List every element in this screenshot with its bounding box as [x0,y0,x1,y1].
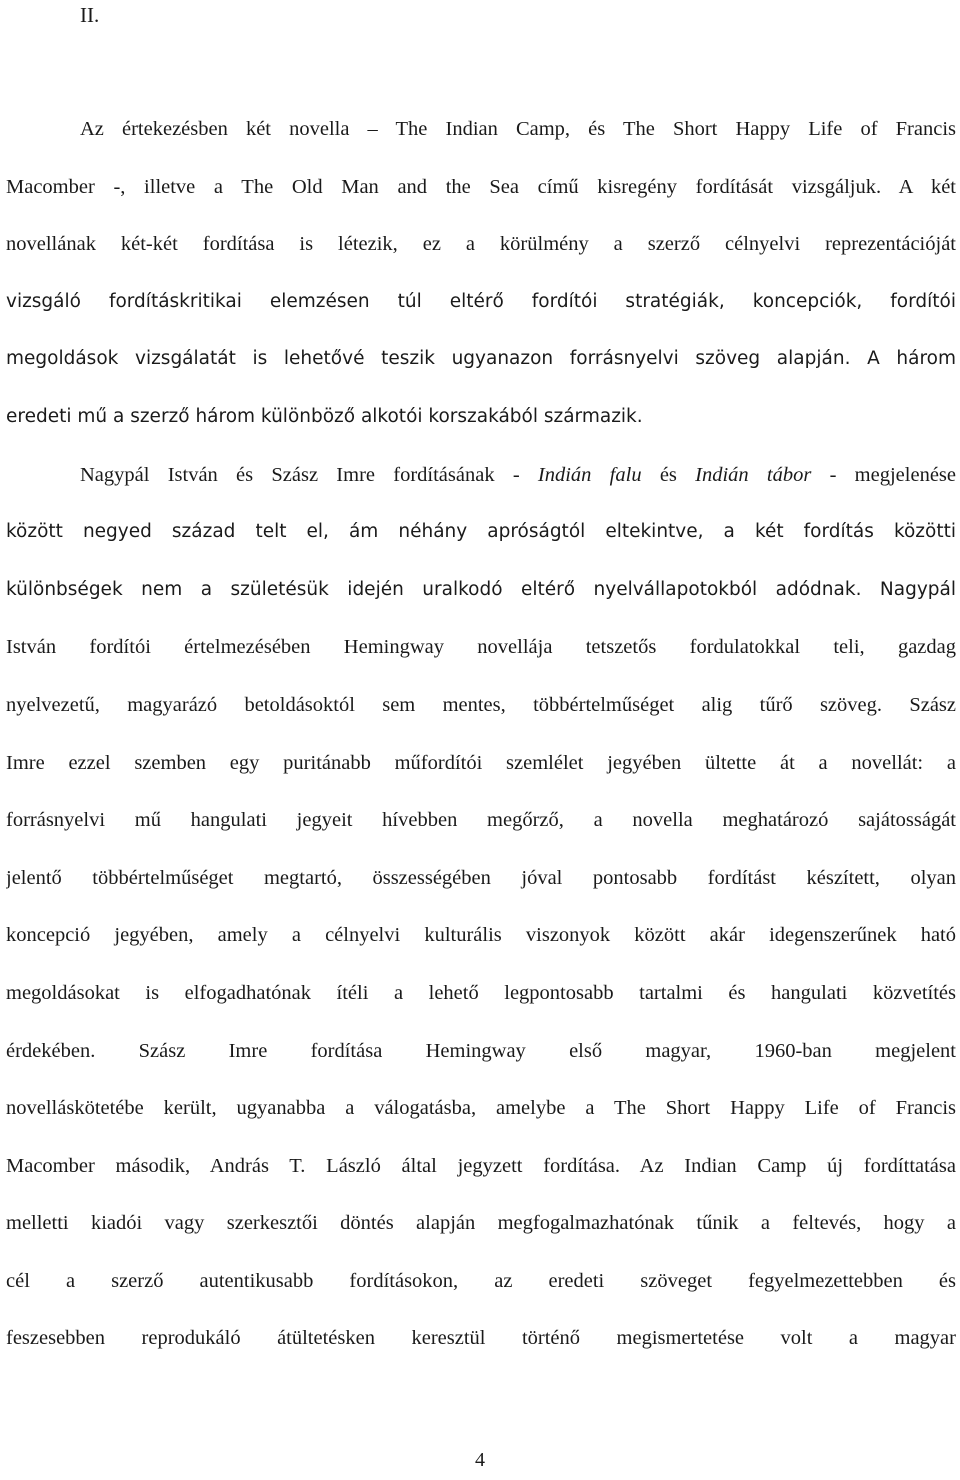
text-line: forrásnyelvi mű hangulati jegyeit hívebben megőrző, a novella meghatározó sajátosságát [6,809,956,832]
text-line: koncepció jegyében, amely a célnyelvi kulturális viszonyok között akár idegenszerűnek ható [6,924,956,947]
text-line: különbségek nem a születésük idején uralkodó eltérő nyelvállapotokból adódnak. Nagypál [6,578,956,600]
text-line: Macomber második, András T. László által jegyzett fordítása. Az Indian Camp új fordíttatása [6,1154,956,1177]
text-line: István fordítói értelmezésében Hemingway novellája tetszetős fordulatokkal teli, gazdag [6,636,956,659]
text-line: Az értekezésben két novella – The Indian Camp, és The Short Happy Life of Francis [80,118,956,140]
text-line: Macomber -, illetve a The Old Man and the Sea című kisregény fordítását vizsgáljuk. A két [6,175,956,198]
body-text [6,113,956,1380]
text-line: novelláskötetébe került, ugyanabba a válogatásba, amelybe a The Short Happy Life of Francis [6,1097,956,1120]
text-segment: Nagypál István és Szász Imre fordításának - [80,463,538,486]
text-line: jelentő többértelműséget megtartó, összességében jóval pontosabb fordítást készített, olyan [6,866,956,889]
text-line: cél a szerző autentikusabb fordításokon, az eredeti szöveget fegyelmezettebben és [6,1269,956,1292]
text-line [6,459,956,517]
text-segment: - megjelenése [811,463,956,486]
text-line: érdekében. Szász Imre fordítása Hemingway első magyar, 1960-ban megjelent [6,1039,956,1062]
text-line: Imre ezzel szemben egy puritánabb műfordítói szemlélet jegyében ültette át a novellát: a [6,751,956,774]
text-segment: és [641,463,696,486]
text-line: melletti kiadói vagy szerkesztői döntés alapján megfogalmazhatónak tűnik a feltevés, hogy a [6,1212,956,1235]
text-line: megoldásokat is elfogadhatónak ítéli a lehető legpontosabb tartalmi és hangulati közvetítés [6,981,956,1004]
italic-title: Indián falu [537,463,642,486]
text-line: nyelvezetű, magyarázó betoldásoktól sem mentes, többértelműséget alig tűrő szöveg. Szász [6,693,956,716]
italic-title: Indián tábor [695,463,812,486]
text-line: között negyed század telt el, ám néhány apróságtól eltekintve, a két fordítás közötti [6,521,956,543]
section-heading: II. [80,3,100,27]
text-line: eredeti mű a szerző három különböző alkotói korszakából származik. [6,405,643,427]
text-line: vizsgáló fordításkritikai elemzésen túl eltérő fordítói stratégiák, koncepciók, fordítói [6,290,956,312]
page-number: 4 [475,1449,485,1471]
text-line: megoldások vizsgálatát is lehetővé teszik ugyanazon forrásnyelvi szöveg alapján. A három [6,348,956,370]
text-line: novellának két-két fordítása is létezik, ez a körülmény a szerző célnyelvi reprezentációját [6,233,956,256]
text-line: feszesebben reprodukáló átültetésken keresztül történő megismertetése volt a magyar [6,1327,956,1350]
